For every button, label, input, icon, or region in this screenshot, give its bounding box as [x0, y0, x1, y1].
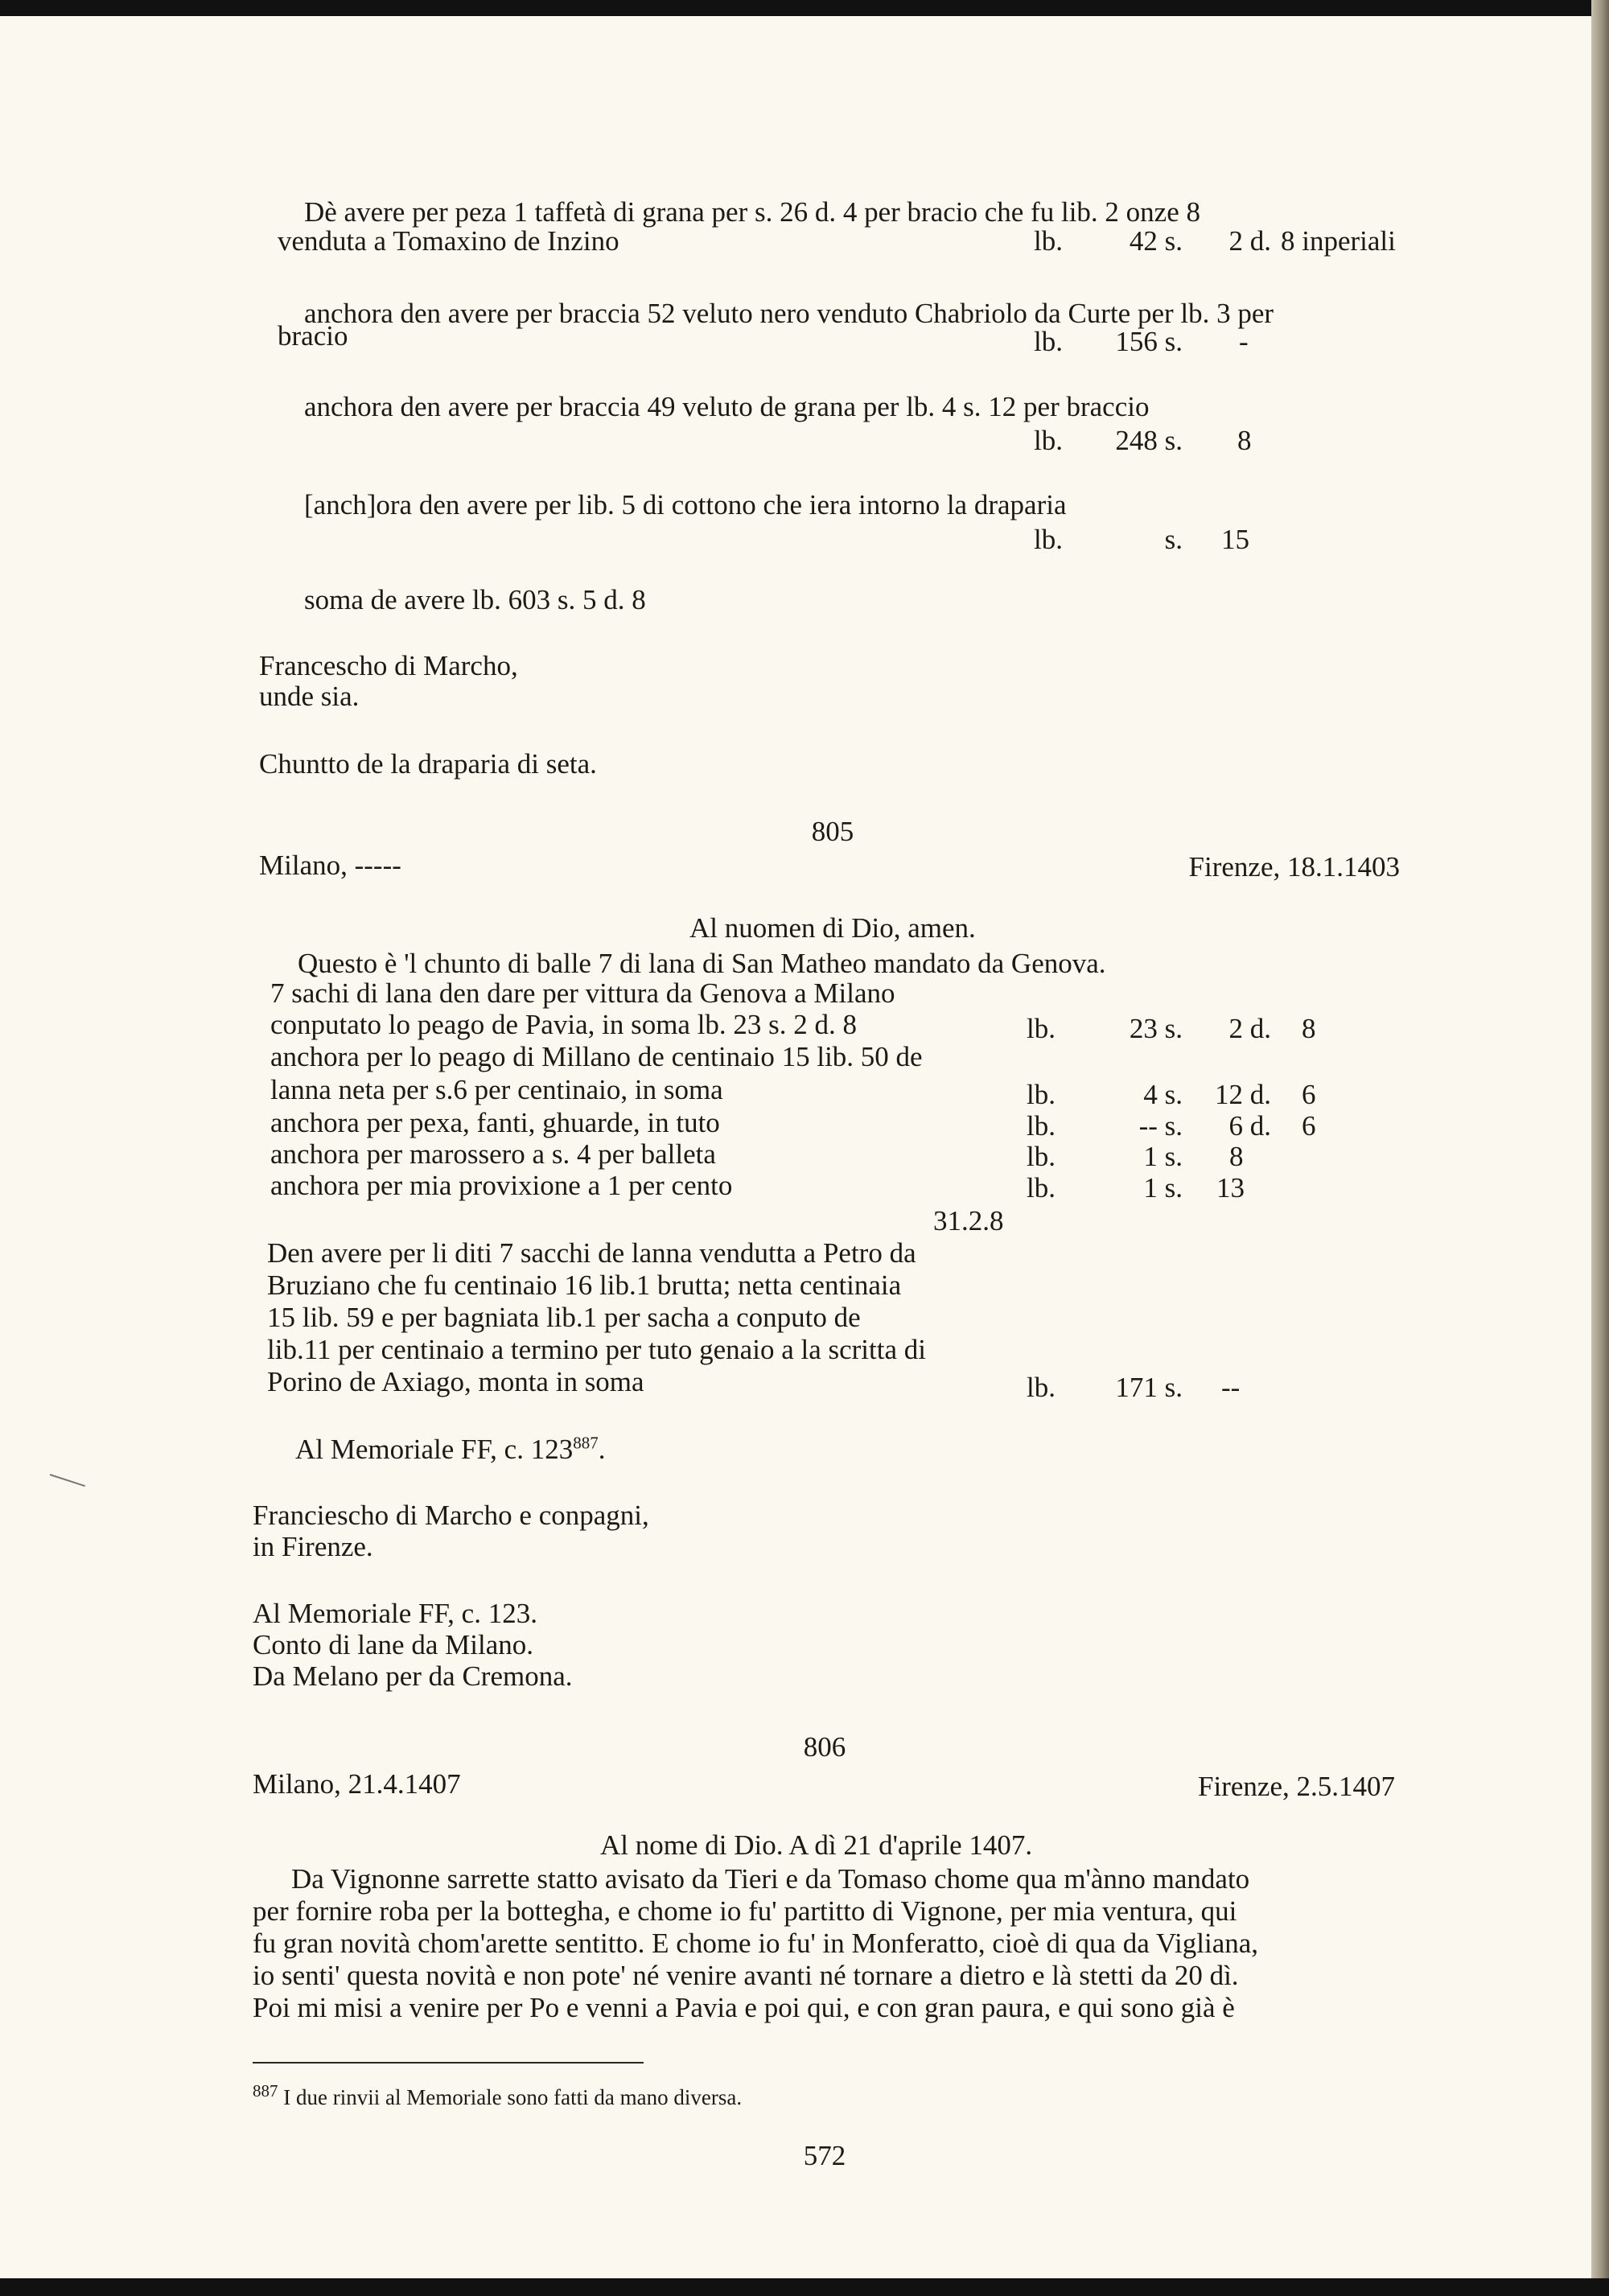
currency-lb: lb. — [1034, 524, 1063, 555]
page-number: 572 — [803, 2140, 846, 2171]
footnote-text: I due rinvii al Memoriale sono fatti da mano diversa. — [283, 2085, 743, 2109]
amount-soldi: 171 s. — [1115, 1372, 1183, 1403]
footnote-marker[interactable]: 887 — [573, 1433, 599, 1453]
addressee-line: Franciescho di Marcho e conpagni, — [253, 1500, 649, 1531]
amount-soldi: 1 s. — [1143, 1141, 1183, 1172]
amount-soldi: 23 s. — [1129, 1013, 1183, 1044]
account-line: anchora den avere per braccia 52 veluto nero venduto Chabriolo da Curte per lb. 3 per — [304, 298, 1274, 329]
memoriale-reference — [295, 1435, 605, 1463]
account-total: soma de avere lb. 603 s. 5 d. 8 — [304, 584, 646, 615]
account-subtotal: 31.2.8 — [933, 1205, 1004, 1236]
letter-number: 805 — [811, 816, 854, 847]
currency-lb: lb. — [1034, 326, 1063, 357]
amount-denari: 15 — [1221, 524, 1249, 555]
body-line: io senti' questa novità e non pote' né venire avanti né tornare a dietro e là stetti da 20 dì. — [253, 1960, 1239, 1991]
account-line: [anch]ora den avere per lib. 5 di cottono che iera intorno la draparia — [304, 489, 1067, 521]
amount-denari: 6 d. — [1228, 1110, 1271, 1142]
memoriale-punctuation: . — [598, 1434, 606, 1465]
addressee-line: in Firenze. — [253, 1531, 373, 1562]
account-line: venduta a Tomaxino de Inzino — [278, 225, 619, 257]
currency-lb: lb. — [1027, 1141, 1056, 1172]
addressee-line: Francescho di Marcho, — [259, 650, 518, 681]
account-line: lib.11 per centinaio a termino per tuto genaio a la scritta di — [267, 1334, 926, 1365]
currency-lb: lb. — [1027, 1372, 1056, 1403]
currency-lb: lb. — [1034, 225, 1063, 257]
amount-soldi: 42 s. — [1129, 225, 1183, 257]
subject-note: Chuntto de la draparia di seta. — [259, 748, 597, 780]
amount-denari: 2 d. — [1228, 1013, 1271, 1044]
letter-destination: Firenze, 18.1.1403 — [1188, 851, 1400, 883]
currency-lb: lb. — [1027, 1110, 1056, 1142]
account-line: lanna neta per s.6 per centinaio, in soma — [270, 1074, 723, 1105]
invocation: Al nuomen di Dio, amen. — [689, 912, 976, 944]
currency-lb: lb. — [1027, 1172, 1056, 1204]
account-line: anchora per mia provixione a 1 per cento — [270, 1170, 733, 1201]
amount-unit: 6 — [1302, 1110, 1316, 1142]
account-line: anchora per pexa, fanti, ghuarde, in tuto — [270, 1107, 720, 1138]
amount-unit: 8 inperiali — [1281, 225, 1396, 257]
letter-intro: Questo è 'l chunto di balle 7 di lana di San Matheo mandato da Genova. — [298, 948, 1106, 979]
amount-unit: 6 — [1302, 1079, 1316, 1110]
archival-note: Conto di lane da Milano. — [253, 1629, 533, 1660]
amount-denari: 8 — [1229, 1141, 1244, 1172]
letter-number: 806 — [803, 1731, 846, 1763]
amount-soldi: 1 s. — [1143, 1172, 1183, 1204]
amount-denari: - — [1239, 326, 1249, 357]
amount-denari: 8 — [1237, 425, 1252, 456]
account-line: bracio — [278, 320, 348, 352]
body-line: Da Vignonne sarrette statto avisato da Tieri e da Tomaso chome qua m'ànno mandato — [291, 1863, 1250, 1895]
addressee-line: unde sia. — [259, 681, 360, 712]
letter-destination: Firenze, 2.5.1407 — [1198, 1771, 1395, 1802]
account-line: 15 lib. 59 e per bagniata lib.1 per sacha a conputo de — [267, 1302, 861, 1333]
currency-lb: lb. — [1027, 1079, 1056, 1110]
account-line: 7 sachi di lana den dare per vittura da Genova a Milano — [270, 977, 895, 1009]
amount-denari: -- — [1221, 1372, 1241, 1403]
currency-lb: lb. — [1034, 425, 1063, 456]
amount-denari: 12 d. — [1215, 1079, 1271, 1110]
body-line: fu gran novità chom'arette sentitto. E chome io fu' in Monferatto, cioè di qua da Vigliana, — [253, 1928, 1259, 1959]
amount-soldi: 4 s. — [1143, 1079, 1183, 1110]
archival-note: Al Memoriale FF, c. 123. — [253, 1598, 537, 1629]
account-line: Dè avere per peza 1 taffetà di grana per s. 26 d. 4 per bracio che fu lib. 2 onze 8 — [304, 196, 1200, 228]
footnote-separator — [253, 2062, 644, 2064]
account-line: anchora per lo peago di Millano de centinaio 15 lib. 50 de — [270, 1041, 923, 1072]
invocation: Al nome di Dio. A dì 21 d'aprile 1407. — [600, 1829, 1033, 1861]
letter-origin: Milano, ----- — [259, 850, 401, 881]
amount-soldi: -- s. — [1138, 1110, 1183, 1142]
amount-denari: 13 — [1216, 1172, 1245, 1204]
amount-soldi: 156 s. — [1115, 326, 1183, 357]
account-line: Porino de Axiago, monta in soma — [267, 1366, 644, 1397]
account-line: conputato lo peago de Pavia, in soma lb. 23 s. 2 d. 8 — [270, 1009, 858, 1040]
amount-denari: 2 d. — [1228, 225, 1271, 257]
account-line: Bruziano che fu centinaio 16 lib.1 brutta; netta centinaia — [267, 1269, 902, 1301]
account-line: anchora per marossero a s. 4 per balleta — [270, 1138, 716, 1170]
archival-note: Da Melano per da Cremona. — [253, 1660, 573, 1692]
amount-soldi: s. — [1164, 524, 1183, 555]
footnote — [253, 2081, 743, 2109]
amount-soldi: 248 s. — [1115, 425, 1183, 456]
footnote-number: 887 — [253, 2081, 278, 2101]
body-line: Poi mi misi a venire per Po e venni a Pavia e poi qui, e con gran paura, e qui sono già è — [253, 1992, 1235, 2023]
body-line: per fornire roba per la bottegha, e chome io fu' partitto di Vignone, per mia ventura, qui — [253, 1895, 1237, 1927]
currency-lb: lb. — [1027, 1013, 1056, 1044]
account-line: anchora den avere per braccia 49 veluto de grana per lb. 4 s. 12 per braccio — [304, 391, 1150, 422]
amount-unit: 8 — [1302, 1013, 1316, 1044]
account-line: Den avere per li diti 7 sacchi de lanna vendutta a Petro da — [267, 1237, 916, 1269]
memoriale-text: Al Memoriale FF, c. 123 — [295, 1434, 574, 1465]
letter-origin: Milano, 21.4.1407 — [253, 1768, 461, 1800]
